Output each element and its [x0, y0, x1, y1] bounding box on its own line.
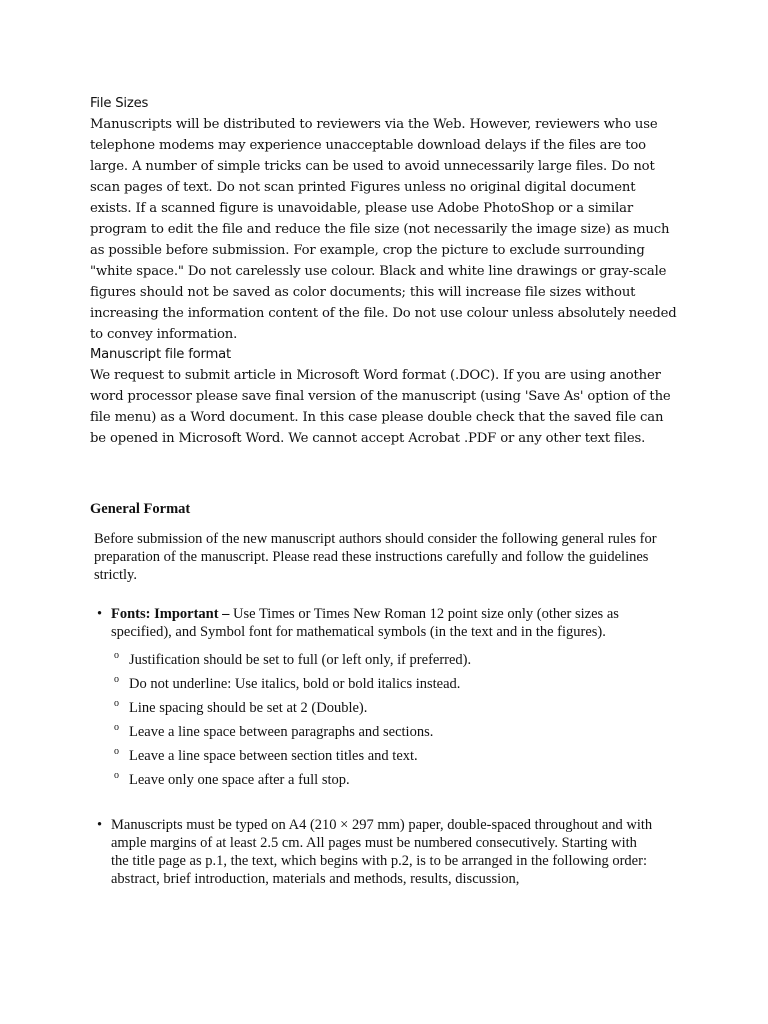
sub-list-item	[114, 699, 654, 723]
section-manuscript-file-format	[90, 344, 680, 449]
sub-list-item-text: Do not underline: Use italics, bold or bold italics instead.	[129, 676, 461, 692]
sub-list-item-text: Line spacing should be set at 2 (Double).	[129, 700, 368, 716]
sub-bullet-marker: o	[114, 722, 119, 733]
sub-list-item	[114, 771, 654, 795]
bullet-item-paper-format	[97, 816, 657, 888]
section-file-sizes	[90, 93, 680, 345]
sub-bullet-marker: o	[114, 650, 119, 661]
sub-bullet-marker: o	[114, 698, 119, 709]
sub-list-item	[114, 747, 654, 771]
sub-list-item-text: Leave only one space after a full stop.	[129, 772, 350, 788]
sub-list-item	[114, 723, 654, 747]
paragraph-file-sizes: Manuscripts will be distributed to reviewers via the Web. However, reviewers who use telephone modems may experience unacceptable download delays if the files are too large. A number of simple tricks can be used to avoid unnecessarily large files. Do not scan pages of text. Do not scan printed Figures unless no original digital document exists. If a scanned figure is unavoidable, please use Adobe PhotoShop or a similar program to edit the file and reduce the file size (not necessarily the image size) as much as possible before submission. For example, crop the picture to exclude surrounding "white space." Do not carelessly use colour. Black and white line drawings or gray-scale figures should not be saved as color documents; this will increase file sizes without increasing the information content of the file. Do not use colour unless absolutely needed to convey information.	[90, 117, 677, 342]
sub-list-item-text: Justification should be set to full (or left only, if preferred).	[129, 652, 472, 668]
section-heading-general-format: General Format	[90, 501, 191, 517]
sub-list-item-text: Leave a line space between section titles and text.	[129, 748, 418, 764]
sub-bullet-marker: o	[114, 746, 119, 757]
section-heading-file-sizes: File Sizes	[90, 96, 149, 111]
paragraph-manuscript-file-format: We request to submit article in Microsoft Word format (.DOC). If you are using another word processor please save final version of the manuscript (using 'Save As' option of the file menu) as a Word document. In this case please double check that the saved file can be opened in Microsoft Word. We cannot accept Acrobat .PDF or any other text files.	[90, 368, 671, 446]
bullet-text-paper-format: Manuscripts must be typed on A4 (210 × 297 mm) paper, double-spaced throughout and with ample margins of at least 2.5 cm. All pages must be numbered consecutively. Starting with the title page as p.1, the text, which begins with p.2, is to be arranged in the following order: abstract, brief introduction, materials and methods, results, discussion,	[111, 817, 653, 887]
bullet-item-fonts	[97, 605, 657, 641]
section-heading-manuscript-file-format: Manuscript file format	[90, 347, 231, 362]
sub-bullet-list	[114, 651, 654, 795]
bullet-label-fonts-important: Fonts: Important –	[111, 606, 230, 622]
sub-bullet-marker: o	[114, 674, 119, 685]
sub-list-item-text: Leave a line space between paragraphs and sections.	[129, 724, 434, 740]
bullet-marker: •	[97, 606, 103, 622]
bullet-marker: •	[97, 817, 103, 833]
sub-list-item	[114, 675, 654, 699]
bullet-body-fonts: Use Times or Times New Roman 12 point size only (other sizes as specified), and Symbol font for mathematical symbols (in the text and in the figures).	[111, 606, 619, 640]
sub-list-item	[114, 651, 654, 675]
sub-bullet-marker: o	[114, 770, 119, 781]
paragraph-general-format-intro: Before submission of the new manuscript authors should consider the following general rules for preparation of the manuscript. Please read these instructions carefully and follow the guidelines strictly.	[94, 531, 657, 583]
bullet-text-fonts	[111, 605, 657, 641]
